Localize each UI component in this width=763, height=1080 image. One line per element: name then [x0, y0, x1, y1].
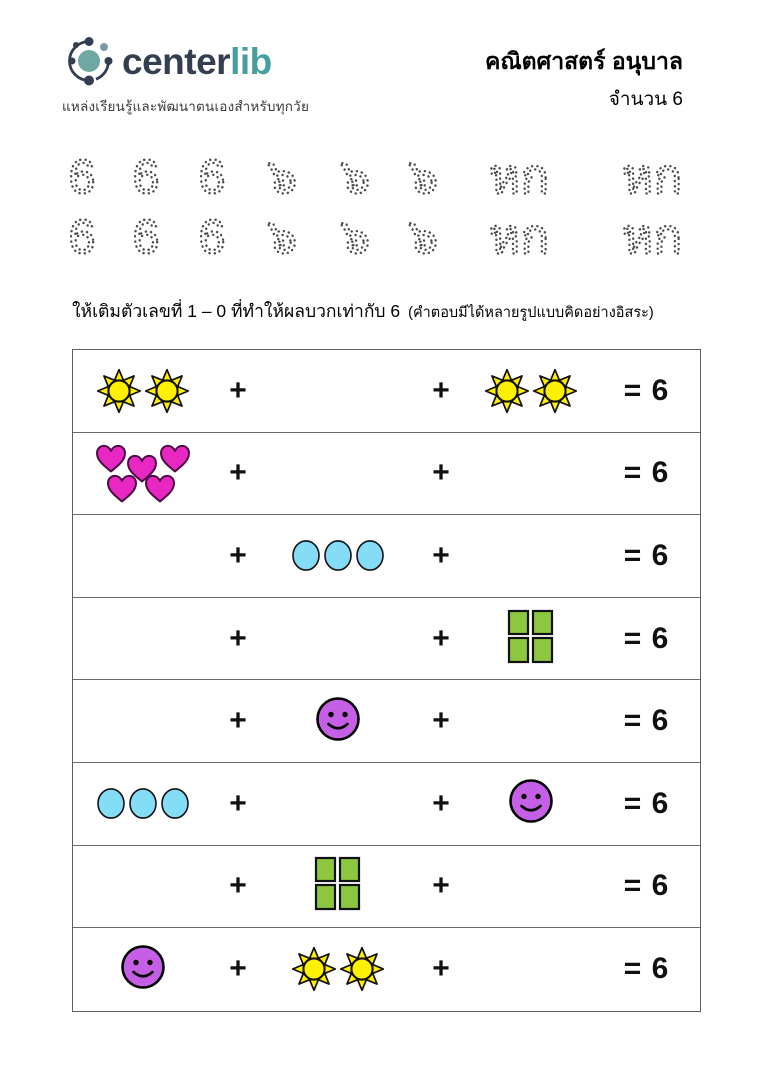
sun-group — [96, 368, 190, 414]
centerlib-logo — [62, 34, 309, 117]
plus-sign: + — [229, 869, 247, 903]
plus-sign: + — [432, 786, 450, 820]
answer-blank[interactable] — [73, 680, 213, 762]
instruction-note: (คำตอบมีได้หลายรูปแบบคิดอย่างอิสระ) — [408, 305, 654, 321]
square-group — [507, 609, 555, 669]
sun-icon — [144, 368, 190, 414]
squares-icon — [507, 609, 555, 664]
circle-icon — [128, 787, 158, 820]
instruction-main: ให้เติมตัวเลขที่ 1 – 0 ที่ทำให้ผลบวกเท่ากับ 6 — [72, 301, 401, 321]
centerlib-logo-icon — [62, 34, 116, 88]
trace-char: 6 — [132, 211, 160, 263]
circle-icon — [160, 787, 190, 820]
addend-cell — [469, 350, 593, 432]
problem-row — [73, 928, 700, 1011]
trace-char: ๖ — [407, 151, 439, 203]
plus-sign: + — [229, 373, 247, 407]
circle-icon — [291, 539, 321, 572]
problem-row — [73, 598, 700, 681]
sun-icon — [291, 946, 337, 992]
heart-icon — [144, 474, 176, 503]
sun-group — [484, 368, 578, 414]
trace-char: หก — [621, 151, 683, 203]
plus-sign: + — [432, 621, 450, 655]
brand-name — [122, 40, 272, 82]
addend-cell — [73, 928, 213, 1011]
addend-cell — [73, 598, 213, 680]
plus-sign: + — [432, 869, 450, 903]
addend-cell — [263, 515, 413, 597]
plus-sign: + — [432, 373, 450, 407]
plus-sign: + — [432, 704, 450, 738]
equals-six-label: = 6 — [623, 786, 670, 820]
tracing-row-2 — [0, 203, 763, 263]
circle-group — [291, 539, 385, 572]
brand-center-text: center — [122, 40, 231, 82]
equals-six-label: = 6 — [623, 704, 670, 738]
brand-lib-text: lib — [230, 40, 272, 82]
sun-icon — [484, 368, 530, 414]
brand-tagline: แหล่งเรียนรู้และพัฒนาตนเองสำหรับทุกวัย — [62, 99, 310, 114]
title-block — [485, 34, 683, 114]
answer-blank[interactable] — [73, 846, 213, 928]
sun-icon — [96, 368, 142, 414]
answer-blank[interactable] — [263, 350, 413, 432]
heart-group — [93, 444, 194, 503]
smiley-icon — [120, 944, 166, 990]
answer-blank[interactable] — [263, 598, 413, 680]
answer-blank[interactable] — [263, 763, 413, 845]
trace-char: 6 — [198, 211, 226, 263]
trace-char: หก — [488, 151, 550, 203]
addend-cell — [263, 598, 413, 680]
answer-blank[interactable] — [469, 846, 593, 928]
addend-cell — [73, 680, 213, 762]
addition-problems-table — [72, 349, 701, 1012]
addend-cell — [469, 598, 593, 680]
trace-char: หก — [621, 211, 683, 263]
addend-cell — [469, 763, 593, 845]
circle-icon — [355, 539, 385, 572]
addend-cell — [263, 350, 413, 432]
answer-blank[interactable] — [469, 928, 593, 1011]
equals-six-label: = 6 — [623, 952, 670, 986]
trace-char: ๖ — [339, 211, 371, 263]
addend-cell — [469, 846, 593, 928]
problem-row — [73, 680, 700, 763]
addend-cell — [469, 433, 593, 515]
squares-icon — [314, 856, 362, 911]
addend-cell — [263, 763, 413, 845]
plus-sign: + — [229, 621, 247, 655]
sun-group — [291, 946, 385, 992]
sun-icon — [339, 946, 385, 992]
trace-char: 6 — [132, 151, 160, 203]
addend-cell — [73, 433, 213, 515]
trace-char: ๖ — [407, 211, 439, 263]
addend-cell — [73, 763, 213, 845]
circle-icon — [323, 539, 353, 572]
plus-sign: + — [432, 456, 450, 490]
trace-char: ๖ — [266, 211, 298, 263]
tracing-practice-section — [0, 143, 763, 263]
addend-cell — [469, 515, 593, 597]
trace-char: 6 — [68, 211, 96, 263]
addend-cell — [469, 928, 593, 1011]
addend-cell — [73, 846, 213, 928]
circle-icon — [96, 787, 126, 820]
trace-char: ๖ — [266, 151, 298, 203]
problem-row — [73, 515, 700, 598]
instruction-line — [72, 297, 723, 325]
addend-cell — [469, 680, 593, 762]
answer-blank[interactable] — [263, 433, 413, 515]
square-group — [314, 856, 362, 916]
plus-sign: + — [229, 538, 247, 572]
equals-six-label: = 6 — [623, 869, 670, 903]
equals-six-label: = 6 — [623, 621, 670, 655]
page-header — [0, 0, 763, 117]
trace-char: 6 — [198, 151, 226, 203]
equals-six-label: = 6 — [623, 373, 670, 407]
worksheet-subtitle: จำนวน 6 — [608, 89, 683, 110]
answer-blank[interactable] — [469, 515, 593, 597]
equals-six-label: = 6 — [623, 456, 670, 490]
plus-sign: + — [432, 952, 450, 986]
circle-group — [96, 787, 190, 820]
smiley-group — [315, 696, 361, 747]
equals-six-label: = 6 — [623, 538, 670, 572]
plus-sign: + — [229, 456, 247, 490]
plus-sign: + — [229, 952, 247, 986]
addend-cell — [263, 928, 413, 1011]
answer-blank[interactable] — [73, 598, 213, 680]
plus-sign: + — [432, 538, 450, 572]
tracing-row-1 — [0, 143, 763, 203]
trace-char: ๖ — [339, 151, 371, 203]
problem-row — [73, 846, 700, 929]
heart-icon — [159, 444, 191, 473]
addend-cell — [263, 433, 413, 515]
smiley-icon — [508, 778, 554, 824]
plus-sign: + — [229, 704, 247, 738]
plus-sign: + — [229, 786, 247, 820]
addend-cell — [263, 680, 413, 762]
heart-icon — [106, 474, 138, 503]
sun-icon — [532, 368, 578, 414]
problem-row — [73, 433, 700, 516]
addend-cell — [263, 846, 413, 928]
addend-cell — [73, 515, 213, 597]
problem-row — [73, 763, 700, 846]
smiley-group — [508, 778, 554, 829]
worksheet-title: คณิตศาสตร์ อนุบาล — [484, 48, 683, 74]
answer-blank[interactable] — [469, 680, 593, 762]
problem-row — [73, 350, 700, 433]
trace-char: หก — [488, 211, 550, 263]
heart-icon — [95, 444, 127, 473]
smiley-group — [120, 944, 166, 995]
addend-cell — [73, 350, 213, 432]
trace-char: 6 — [68, 151, 96, 203]
answer-blank[interactable] — [73, 515, 213, 597]
answer-blank[interactable] — [469, 433, 593, 515]
smiley-icon — [315, 696, 361, 742]
